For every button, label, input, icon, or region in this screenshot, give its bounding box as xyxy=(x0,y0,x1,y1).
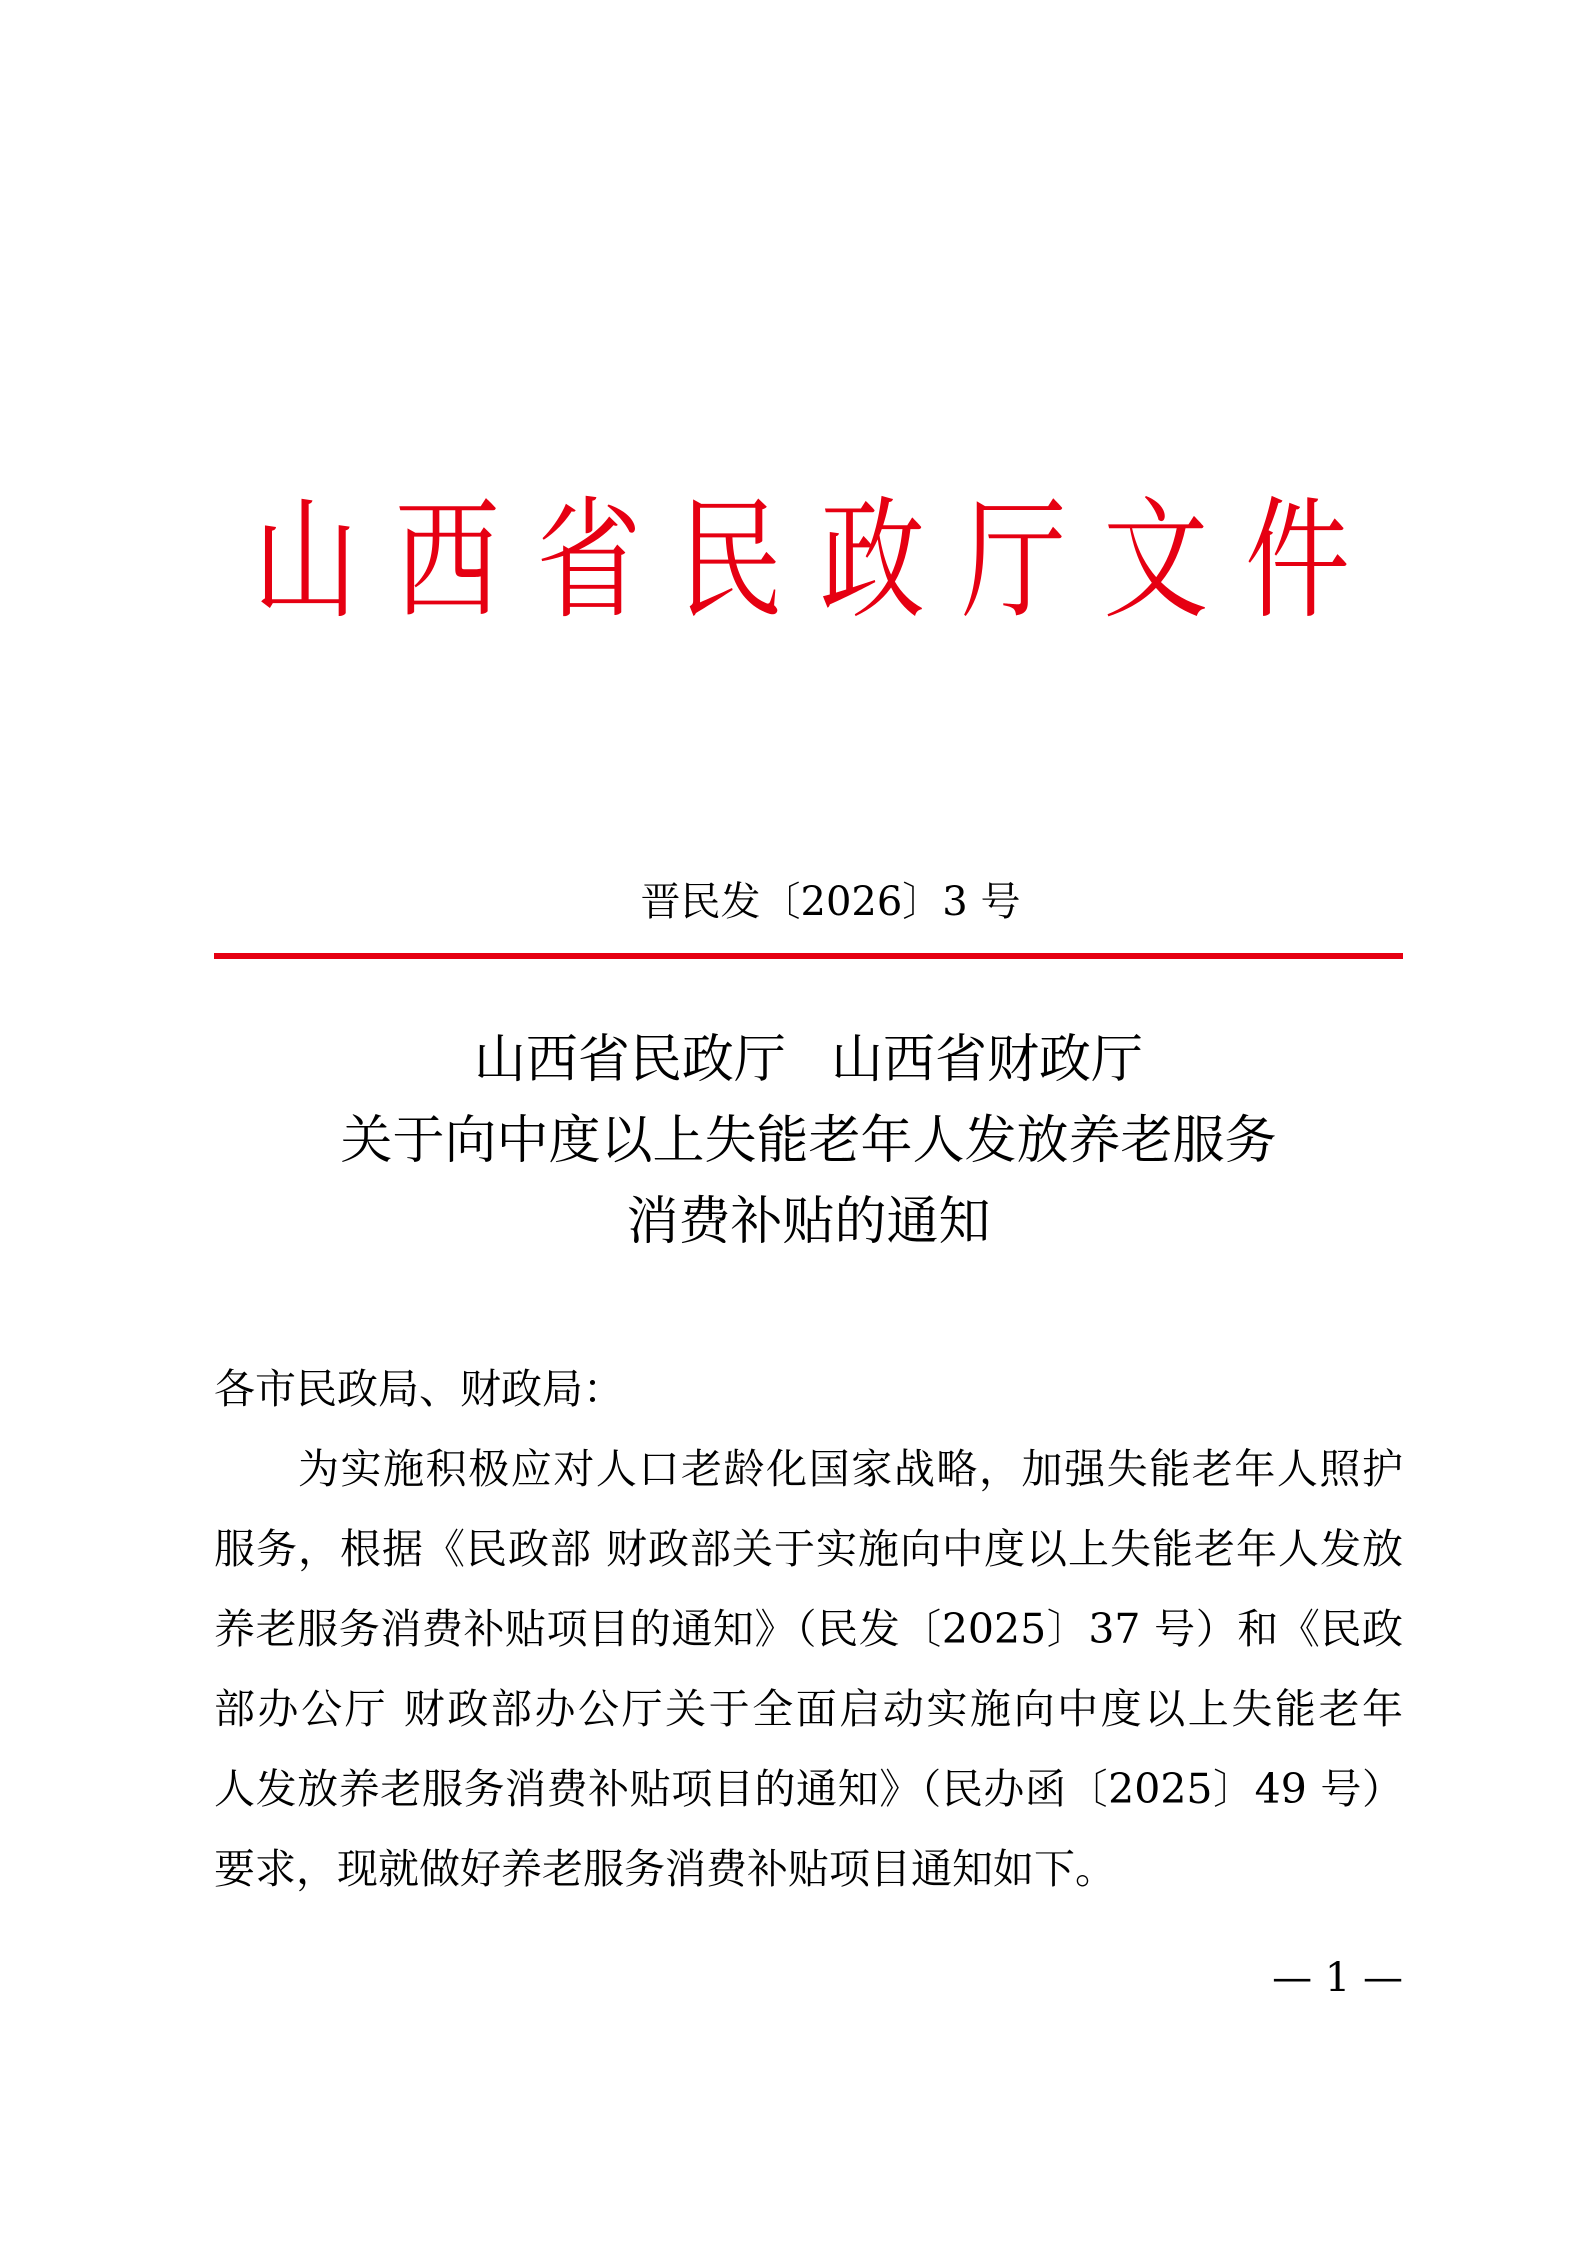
red-header-char: 政 xyxy=(819,488,925,635)
red-header-char: 西 xyxy=(394,488,500,635)
paragraph-line: 人发放养老服务消费补贴项目的通知》（民办函〔2025〕49 号） xyxy=(214,1765,1403,1813)
red-header-char: 省 xyxy=(536,488,642,635)
title-line: 消费补贴的通知 xyxy=(626,1192,991,1252)
red-header-char: 民 xyxy=(678,488,784,635)
red-divider-line xyxy=(214,953,1403,959)
document-title xyxy=(214,1020,1403,1263)
paragraph-line: 服务，根据《民政部 财政部关于实施向中度以上失能老年人发放 xyxy=(214,1525,1403,1573)
red-header-title xyxy=(253,488,1350,635)
red-header-char: 件 xyxy=(1244,488,1350,635)
red-header-char: 文 xyxy=(1103,488,1209,635)
salutation: 各市民政局、财政局： xyxy=(214,1365,624,1413)
document-body xyxy=(214,1349,1403,1909)
paragraph-line: 要求，现就做好养老服务消费补贴项目通知如下。 xyxy=(214,1845,1116,1893)
title-line: 山西省民政厅 山西省财政厅 xyxy=(473,1030,1144,1090)
red-header-char: 山 xyxy=(253,488,359,635)
paragraph-line: 为实施积极应对人口老龄化国家战略，加强失能老年人照护 xyxy=(298,1445,1403,1493)
paragraph-line: 部办公厅 财政部办公厅关于全面启动实施向中度以上失能老年 xyxy=(214,1685,1403,1733)
document-number: 晋民发〔2026〕3 号 xyxy=(640,879,1021,925)
paragraph-line: 养老服务消费补贴项目的通知》（民发〔2025〕37 号）和《民政 xyxy=(214,1605,1403,1653)
red-header-char: 厅 xyxy=(961,488,1067,635)
title-line: 关于向中度以上失能老年人发放养老服务 xyxy=(340,1111,1277,1171)
page-number: — 1 — xyxy=(1272,1955,1403,2001)
